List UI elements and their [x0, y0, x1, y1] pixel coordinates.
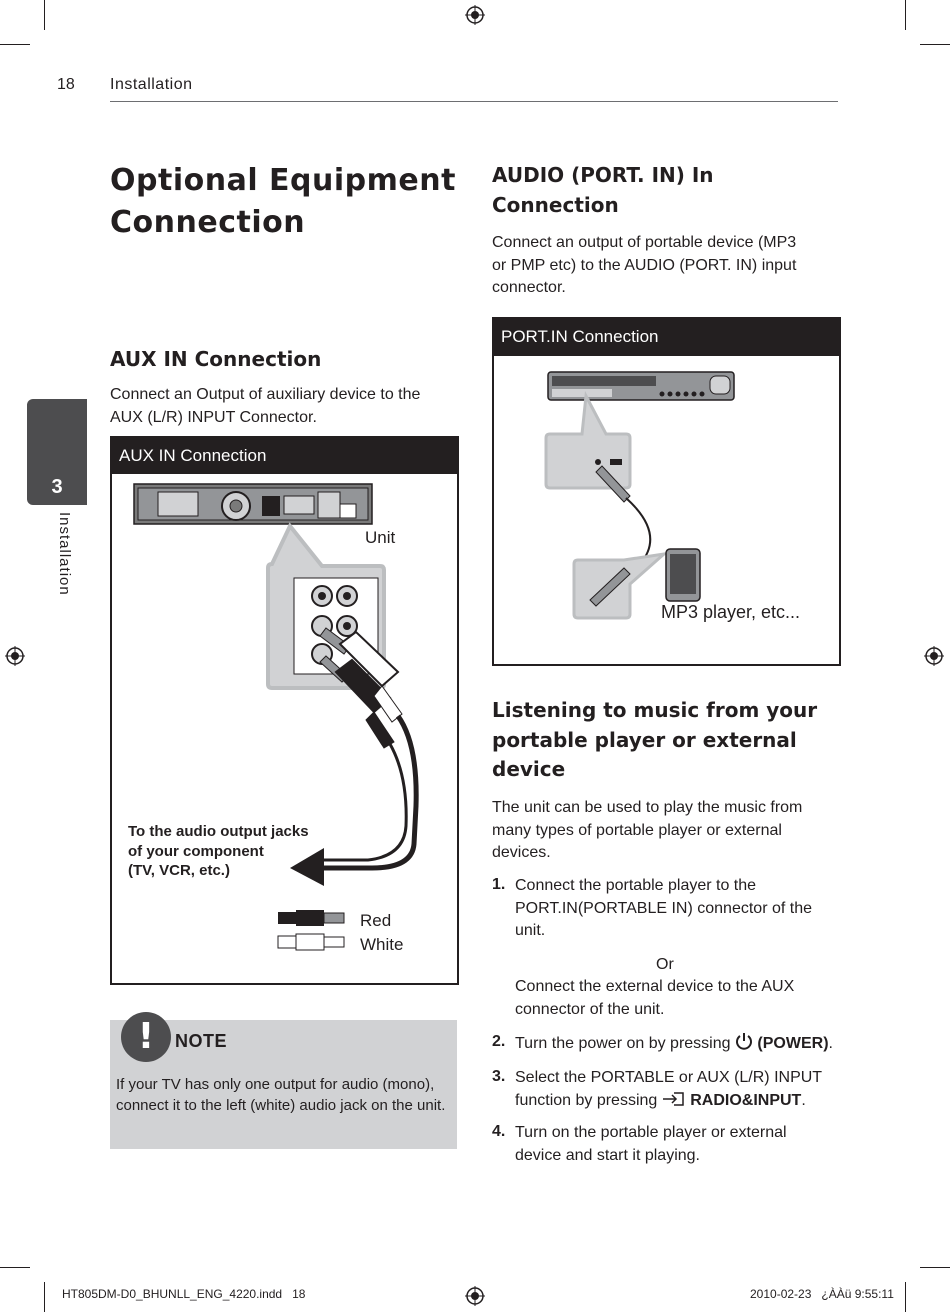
step-number: 4.: [492, 1123, 506, 1140]
port-figure-title: PORT.IN Connection: [493, 318, 840, 356]
listening-heading: Listening to music from your portable player or external device: [492, 698, 818, 781]
registration-mark-icon: [465, 1286, 485, 1306]
aux-description: Connect an Output of auxiliary device to the AUX (L/R) INPUT Connector.: [110, 386, 421, 426]
crop-mark: [44, 0, 45, 30]
chapter-tab-label: Installation: [56, 512, 73, 596]
crop-mark: [905, 1282, 906, 1312]
note-title: NOTE: [175, 1031, 228, 1051]
aux-heading: AUX IN Connection: [110, 347, 322, 371]
chapter-tab-number: 3: [51, 476, 63, 498]
red-label: Red: [360, 911, 392, 930]
registration-mark-icon: [924, 646, 944, 666]
step-alt-text: Connect the external device to the AUX connector of the unit.: [515, 978, 795, 1018]
listening-intro: The unit can be used to play the music from many types of portable player or external devices.: [492, 799, 803, 861]
power-icon: [735, 1032, 753, 1050]
red-plug-icon: [278, 910, 344, 926]
white-label: White: [360, 935, 404, 954]
unit-label: Unit: [365, 528, 396, 547]
crop-mark: [0, 1267, 30, 1268]
step-text: Turn on the portable player or external device and start it playing.: [515, 1124, 787, 1164]
component-jacks-label: To the audio output jacks of your component (TV, VCR, etc.): [128, 823, 309, 879]
registration-mark-icon: [465, 5, 485, 25]
crop-mark: [920, 1267, 950, 1268]
port-callout: [546, 396, 630, 488]
crop-mark: [920, 44, 950, 45]
exclamation-icon: !: [121, 1012, 171, 1062]
step-number: 1.: [492, 876, 506, 893]
aux-figure-title: AUX IN Connection: [111, 437, 458, 474]
step-or: Or: [656, 956, 674, 973]
footer-file-info: HT805DM-D0_BHUNLL_ENG_4220.indd 18: [62, 1287, 306, 1301]
mp3-label: MP3 player, etc...: [661, 602, 801, 622]
crop-mark: [905, 0, 906, 30]
mp3-player-icon: [666, 549, 700, 601]
white-plug-icon: [278, 934, 344, 950]
port-heading: AUDIO (PORT. IN) In Connection: [492, 163, 714, 217]
input-icon: [662, 1091, 686, 1107]
note-text: If your TV has only one output for audio (mono), connect it to the left (white) audio jack on the unit.: [116, 1076, 446, 1114]
step-text: Turn the power on by pressing (POWER).: [515, 1032, 833, 1056]
footer-date: 2010-02-23 ¿ÀÀü 9:55:11: [750, 1287, 894, 1301]
step-number: 2.: [492, 1033, 506, 1050]
running-header: Installation: [110, 76, 193, 93]
aux-connection-illustration: [112, 476, 457, 981]
unit-front-icon: [548, 372, 734, 400]
port-description: Connect an output of portable device (MP3 or PMP etc) to the AUDIO (PORT. IN) input connector.: [492, 234, 797, 296]
crop-mark: [0, 44, 30, 45]
page-number: 18: [57, 76, 75, 93]
step-text: Select the PORTABLE or AUX (L/R) INPUT function by pressing RADIO&INPUT.: [515, 1069, 823, 1109]
step-number: 3.: [492, 1068, 506, 1085]
crop-mark: [44, 1282, 45, 1312]
registration-mark-icon: [5, 646, 25, 666]
step-text: Connect the portable player to the PORT.IN(PORTABLE IN) connector of the unit.: [515, 877, 812, 939]
header-rule: [110, 101, 838, 102]
page-title: Optional Equipment Connection: [110, 163, 456, 240]
